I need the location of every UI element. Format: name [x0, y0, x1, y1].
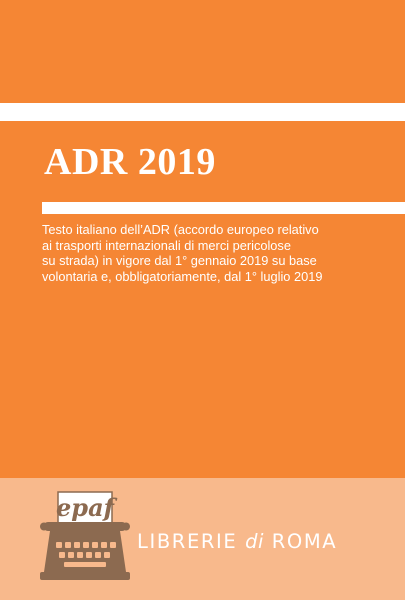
store-name-part: LIBRERIE	[137, 530, 238, 553]
logo-text: epaf	[56, 493, 114, 522]
description-line: ai trasporti internazionali di merci pericolose	[42, 237, 291, 253]
white-stripe-middle	[42, 202, 405, 214]
store-name-part: di	[245, 530, 264, 553]
store-name	[137, 530, 337, 554]
description-line: Testo italiano dell’ADR (accordo europeo relativo	[42, 222, 319, 237]
description-line: volontaria e, obbligatoriamente, dal 1° luglio 2019	[42, 268, 323, 284]
typewriter-icon	[40, 490, 130, 582]
book-description	[42, 222, 387, 284]
description-line: su strada) in vigore dal 1° gennaio 2019 su base	[42, 253, 317, 268]
book-title: ADR 2019	[44, 141, 216, 183]
white-stripe-top	[0, 103, 405, 121]
store-name-part: ROMA	[271, 530, 338, 553]
